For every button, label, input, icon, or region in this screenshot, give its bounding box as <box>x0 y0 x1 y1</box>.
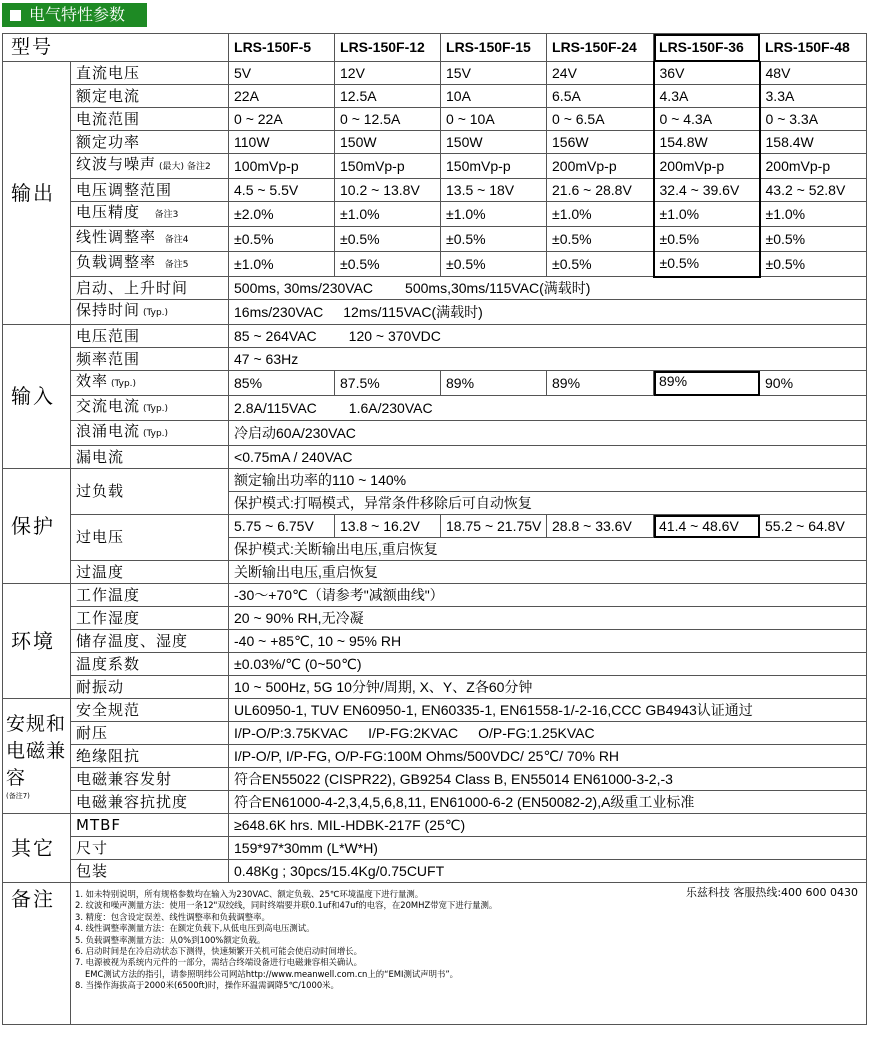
value-cell-highlighted: 89% <box>654 371 760 396</box>
row-label: 电流范围 <box>71 108 229 131</box>
row-label: 过负载 <box>71 469 229 515</box>
value-cell: 200mVp-p <box>760 154 867 179</box>
value-cell: 87.5% <box>335 371 441 396</box>
value-cell-wide: -40 ~ +85℃, 10 ~ 95% RH <box>229 630 867 653</box>
row-label: 启动、上升时间 <box>71 277 229 300</box>
value-cell-wide: 额定输出功率的110 ~ 140% <box>229 469 867 492</box>
value-cell: 10.2 ~ 13.8V <box>335 179 441 202</box>
row-label: 温度系数 <box>71 653 229 676</box>
value-cell-wide: UL60950-1, TUV EN60950-1, EN60335-1, EN61558-1/-2-16,CCC GB4943认证通过 <box>229 699 867 722</box>
row-label-text: 交流电流 <box>76 397 141 415</box>
model-cell: LRS-150F-15 <box>441 34 547 62</box>
value-cell: 36V <box>654 62 760 85</box>
value-cell: 43.2 ~ 52.8V <box>760 179 867 202</box>
note-line: 2. 纹波和噪声测量方法：使用一条12"双绞线，同时终端要并联0.1uf和47uf的电容，在20MHZ带宽下进行量测。 <box>75 900 498 911</box>
row-label: 耐压 <box>71 722 229 745</box>
value-cell: 150mVp-p <box>441 154 547 179</box>
row-label <box>71 421 229 446</box>
note-ref: 备注2 <box>187 162 211 172</box>
value-cell-wide: ≥648.6K hrs. MIL-HDBK-217F (25℃) <box>229 814 867 837</box>
note-ref: 备注3 <box>154 210 179 220</box>
value-text: 1.6A/230VAC <box>348 399 433 416</box>
value-cell-wide: 保护模式:打嗝模式，异常条件移除后可自动恢复 <box>229 492 867 515</box>
value-cell: ±0.5% <box>441 252 547 277</box>
value-cell: ±1.0% <box>335 202 441 227</box>
section-title: 电气特性参数 <box>29 5 126 24</box>
typ-tag: (Typ.) <box>143 308 169 318</box>
value-cell: 10A <box>441 85 547 108</box>
group-safety-text: 安规和电磁兼容 <box>6 713 67 789</box>
value-cell-wide: 20 ~ 90% RH,无冷凝 <box>229 607 867 630</box>
row-label: 额定功率 <box>71 131 229 154</box>
row-label: 工作湿度 <box>71 607 229 630</box>
section-header <box>2 3 147 27</box>
notes-cell <box>71 883 867 1025</box>
row-label: MTBF <box>71 814 229 837</box>
row-label-text: 效率 <box>76 372 109 390</box>
value-cell: 0 ~ 4.3A <box>654 108 760 131</box>
typ-tag: (Typ.) <box>143 404 169 414</box>
value-cell: ±0.5% <box>441 227 547 252</box>
row-label-text: 线性调整率 <box>76 228 157 246</box>
row-label <box>71 396 229 421</box>
row-label <box>71 300 229 325</box>
value-cell: 32.4 ~ 39.6V <box>654 179 760 202</box>
row-label: 安全规范 <box>71 699 229 722</box>
value-cell: ±1.0% <box>547 202 654 227</box>
note-line: 8. 当操作海拔高于2000米(6500ft)时，操作环温需调降5℃/1000米。 <box>75 980 339 991</box>
value-text: 2.8A/115VAC <box>234 399 317 416</box>
value-cell: ±0.5% <box>547 252 654 277</box>
typ-tag: (Typ.) <box>143 429 169 439</box>
value-cell: 110W <box>229 131 335 154</box>
group-others: 其它 <box>3 814 71 883</box>
row-label-text: 负载调整率 <box>76 253 157 271</box>
model-row <box>3 34 867 62</box>
value-text: I/P-O/P:3.75KVAC <box>234 724 349 741</box>
value-cell-wide: 47 ~ 63Hz <box>229 348 867 371</box>
row-label: 额定电流 <box>71 85 229 108</box>
value-cell-wide: 符合EN55022 (CISPR22), GB9254 Class B, EN55014 EN61000-3-2,-3 <box>229 768 867 791</box>
max-tag: (最大) <box>159 162 185 172</box>
value-cell: 150mVp-p <box>335 154 441 179</box>
row-label: 频率范围 <box>71 348 229 371</box>
value-text: 16ms/230VAC <box>234 303 324 320</box>
value-text: I/P-FG:2KVAC <box>368 724 459 741</box>
row-label: 直流电压 <box>71 62 229 85</box>
value-cell: 89% <box>441 371 547 396</box>
value-text: O/P-FG:1.25KVAC <box>478 724 595 741</box>
row-label: 电压范围 <box>71 325 229 348</box>
row-label: 过温度 <box>71 561 229 584</box>
value-cell-wide: ±0.03%/℃ (0~50℃) <box>229 653 867 676</box>
value-text: 120 ~ 370VDC <box>348 327 441 344</box>
row-label: 工作温度 <box>71 584 229 607</box>
value-cell: 0 ~ 3.3A <box>760 108 867 131</box>
group-notes: 备注 <box>3 883 71 1025</box>
value-cell: 150W <box>441 131 547 154</box>
row-label <box>71 154 229 179</box>
value-cell-wide <box>229 396 867 421</box>
value-cell: ±1.0% <box>229 252 335 277</box>
group-environment: 环境 <box>3 584 71 699</box>
value-cell-wide <box>229 300 867 325</box>
value-cell: 0 ~ 22A <box>229 108 335 131</box>
value-cell: 21.6 ~ 28.8V <box>547 179 654 202</box>
group-input: 输入 <box>3 325 71 469</box>
row-label-text: 浪涌电流 <box>76 422 141 440</box>
note-line: 1. 如未特别说明，所有规格参数均在输入为230VAC、额定负载、25℃环境温度下进行量测。 <box>75 889 424 899</box>
value-cell-highlighted: 41.4 ~ 48.6V <box>654 515 760 538</box>
value-cell: ±1.0% <box>760 202 867 227</box>
value-cell: 13.5 ~ 18V <box>441 179 547 202</box>
value-cell: ±0.5% <box>654 252 760 277</box>
value-cell-wide: I/P-O/P, I/P-FG, O/P-FG:100M Ohms/500VDC/ 25℃/ 70% RH <box>229 745 867 768</box>
value-cell: 3.3A <box>760 85 867 108</box>
square-icon <box>10 10 21 21</box>
value-cell: 24V <box>547 62 654 85</box>
row-label: 电磁兼容抗扰度 <box>71 791 229 814</box>
note-ref: 备注4 <box>164 235 189 245</box>
value-text: 500ms, 30ms/230VAC <box>234 279 374 296</box>
model-cell: LRS-150F-24 <box>547 34 654 62</box>
value-cell: 85% <box>229 371 335 396</box>
value-cell-wide: 冷启动60A/230VAC <box>229 421 867 446</box>
value-cell-wide: 保护模式:关断输出电压,重启恢复 <box>229 538 867 561</box>
value-cell: ±1.0% <box>654 202 760 227</box>
value-cell: 0 ~ 12.5A <box>335 108 441 131</box>
value-cell: 12.5A <box>335 85 441 108</box>
value-cell: ±0.5% <box>760 252 867 277</box>
value-cell: ±0.5% <box>654 227 760 252</box>
typ-tag: (Typ.) <box>111 379 137 389</box>
group-output: 输出 <box>3 62 71 325</box>
value-cell: ±0.5% <box>760 227 867 252</box>
row-label: 包装 <box>71 860 229 883</box>
note-line: 7. 电源被视为系统内元件的一部分，需结合终端设备进行电磁兼容相关确认。 <box>75 957 363 968</box>
value-cell: 15V <box>441 62 547 85</box>
row-label: 绝缘阻抗 <box>71 745 229 768</box>
value-cell: 200mVp-p <box>654 154 760 179</box>
value-cell-wide: 10 ~ 500Hz, 5G 10分钟/周期, X、Y、Z各60分钟 <box>229 676 867 699</box>
group-protection: 保护 <box>3 469 71 584</box>
note-line: 6. 启动时间是在冷启动状态下测得，快速频繁开关机可能会使启动时间增长。 <box>75 946 363 957</box>
row-label <box>71 252 229 277</box>
value-cell: 4.5 ~ 5.5V <box>229 179 335 202</box>
value-cell-wide: 0.48Kg ; 30pcs/15.4Kg/0.75CUFT <box>229 860 867 883</box>
value-cell: ±0.5% <box>229 227 335 252</box>
value-text: 12ms/115VAC(满载时) <box>343 303 483 320</box>
spec-table <box>2 33 867 1025</box>
group-note: (备注7) <box>6 792 30 800</box>
model-label: 型号 <box>3 34 229 62</box>
value-cell: 150W <box>335 131 441 154</box>
value-cell-wide <box>229 277 867 300</box>
value-cell: 90% <box>760 371 867 396</box>
row-label: 尺寸 <box>71 837 229 860</box>
value-cell: 5V <box>229 62 335 85</box>
row-label: 耐振动 <box>71 676 229 699</box>
value-cell: 18.75 ~ 21.75V <box>441 515 547 538</box>
value-cell: ±0.5% <box>335 252 441 277</box>
value-cell: 13.8 ~ 16.2V <box>335 515 441 538</box>
value-text: 500ms,30ms/115VAC(满载时) <box>405 279 591 296</box>
value-cell-wide: -30～+70℃（请参考"减额曲线"） <box>229 584 867 607</box>
value-cell: 0 ~ 10A <box>441 108 547 131</box>
value-cell: 12V <box>335 62 441 85</box>
value-cell: ±0.5% <box>547 227 654 252</box>
value-text: 85 ~ 264VAC <box>234 327 317 344</box>
model-cell: LRS-150F-48 <box>760 34 867 62</box>
value-cell: 154.8W <box>654 131 760 154</box>
value-cell: 100mVp-p <box>229 154 335 179</box>
row-label: 过电压 <box>71 515 229 561</box>
hotline: 乐兹科技 客服热线:400 600 0430 <box>685 886 859 899</box>
note-line: EMC测试方法的指引，请参照明纬公司网站http://www.meanwell.com.cn上的“EMI测试声明书”。 <box>85 968 459 979</box>
value-cell: 6.5A <box>547 85 654 108</box>
row-label: 漏电流 <box>71 446 229 469</box>
value-cell: ±2.0% <box>229 202 335 227</box>
value-cell-wide <box>229 325 867 348</box>
value-cell-wide: <0.75mA / 240VAC <box>229 446 867 469</box>
value-cell-wide: 159*97*30mm (L*W*H) <box>229 837 867 860</box>
row-label-text: 保持时间 <box>76 301 141 319</box>
row-label-text: 电压精度 <box>76 203 141 221</box>
value-cell: 5.75 ~ 6.75V <box>229 515 335 538</box>
value-cell: 48V <box>760 62 867 85</box>
value-cell: 0 ~ 6.5A <box>547 108 654 131</box>
value-cell: 158.4W <box>760 131 867 154</box>
value-cell: 55.2 ~ 64.8V <box>760 515 867 538</box>
value-cell: 28.8 ~ 33.6V <box>547 515 654 538</box>
row-label: 电磁兼容发射 <box>71 768 229 791</box>
row-label: 电压调整范围 <box>71 179 229 202</box>
value-cell: 22A <box>229 85 335 108</box>
note-line: 5. 负载调整率测量方法：从0%到100%额定负载。 <box>75 934 266 945</box>
model-cell-highlighted: LRS-150F-36 <box>654 34 760 62</box>
value-cell-wide <box>229 722 867 745</box>
row-label: 储存温度、湿度 <box>71 630 229 653</box>
group-safety <box>3 699 71 814</box>
value-cell: ±0.5% <box>335 227 441 252</box>
row-label <box>71 371 229 396</box>
note-line: 3. 精度：包含设定误差、线性调整率和负载调整率。 <box>75 911 270 922</box>
value-cell: ±1.0% <box>441 202 547 227</box>
note-line: 4. 线性调整率测量方法：在额定负载下,从低电压到高电压测试。 <box>75 923 315 934</box>
row-label <box>71 227 229 252</box>
value-cell-wide: 符合EN61000-4-2,3,4,5,6,8,11, EN61000-6-2 (EN50082-2),A级重工业标准 <box>229 791 867 814</box>
value-cell: 200mVp-p <box>547 154 654 179</box>
value-cell: 89% <box>547 371 654 396</box>
value-cell: 156W <box>547 131 654 154</box>
row-label-text: 纹波与噪声 <box>76 155 157 173</box>
model-cell: LRS-150F-5 <box>229 34 335 62</box>
row-label <box>71 202 229 227</box>
value-cell-wide: 关断输出电压,重启恢复 <box>229 561 867 584</box>
model-cell: LRS-150F-12 <box>335 34 441 62</box>
note-ref: 备注5 <box>164 260 189 270</box>
value-cell: 4.3A <box>654 85 760 108</box>
